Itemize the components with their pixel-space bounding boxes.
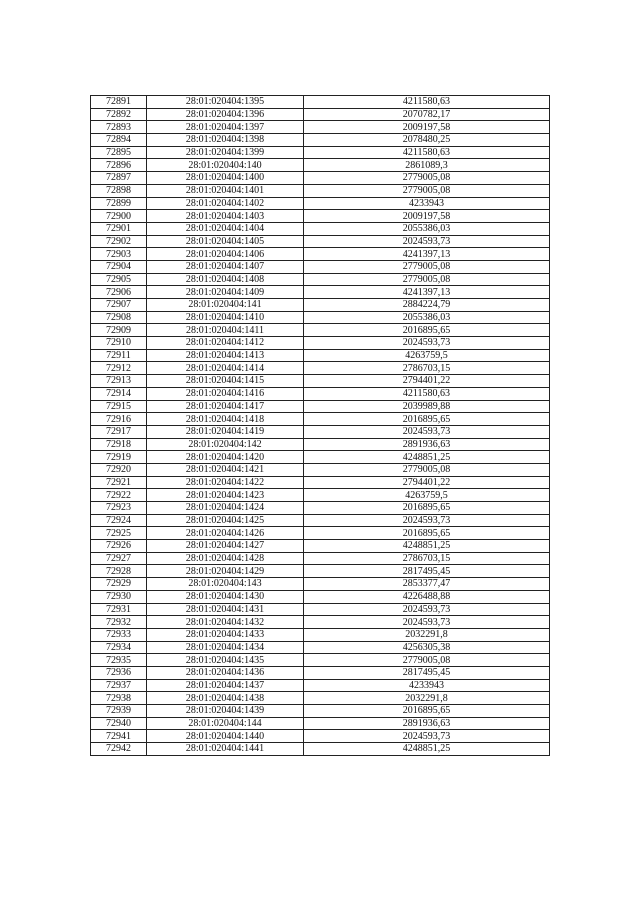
cadastral-number-cell: 28:01:020404:1416 (147, 387, 304, 400)
row-number-cell: 72917 (91, 425, 147, 438)
row-number-cell: 72912 (91, 362, 147, 375)
cadastral-number-cell: 28:01:020404:1395 (147, 96, 304, 109)
cadastral-number-cell: 28:01:020404:1426 (147, 527, 304, 540)
cadastral-number-cell: 28:01:020404:1405 (147, 235, 304, 248)
cadastral-value-cell: 2884224,79 (304, 299, 550, 312)
table-row (91, 134, 550, 147)
table-row (91, 717, 550, 730)
table-row (91, 248, 550, 261)
cadastral-value-cell: 4241397,13 (304, 286, 550, 299)
table-row (91, 578, 550, 591)
row-number-cell: 72936 (91, 666, 147, 679)
table-row (91, 565, 550, 578)
row-number-cell: 72904 (91, 260, 147, 273)
table-row (91, 96, 550, 109)
row-number-cell: 72932 (91, 616, 147, 629)
cadastral-number-cell: 28:01:020404:144 (147, 717, 304, 730)
cadastral-number-cell: 28:01:020404:1434 (147, 641, 304, 654)
row-number-cell: 72938 (91, 692, 147, 705)
row-number-cell: 72914 (91, 387, 147, 400)
cadastral-value-cell: 2078480,25 (304, 134, 550, 147)
row-number-cell: 72933 (91, 628, 147, 641)
row-number-cell: 72911 (91, 349, 147, 362)
table-row (91, 489, 550, 502)
cadastral-value-cell: 2039989,88 (304, 400, 550, 413)
table-row (91, 159, 550, 172)
cadastral-value-cell: 2016895,65 (304, 705, 550, 718)
table-row (91, 692, 550, 705)
table-row (91, 349, 550, 362)
cadastral-value-cell: 2853377,47 (304, 578, 550, 591)
cadastral-number-cell: 28:01:020404:1429 (147, 565, 304, 578)
table-row (91, 654, 550, 667)
row-number-cell: 72924 (91, 514, 147, 527)
cadastral-value-cell: 4211580,63 (304, 387, 550, 400)
table-row (91, 540, 550, 553)
cadastral-value-cell: 4256305,38 (304, 641, 550, 654)
cadastral-value-cell: 4233943 (304, 679, 550, 692)
cadastral-value-table (90, 95, 550, 756)
table-row (91, 603, 550, 616)
cadastral-number-cell: 28:01:020404:1417 (147, 400, 304, 413)
cadastral-value-cell: 2024593,73 (304, 730, 550, 743)
row-number-cell: 72937 (91, 679, 147, 692)
cadastral-value-cell: 4263759,5 (304, 489, 550, 502)
cadastral-number-cell: 28:01:020404:1420 (147, 451, 304, 464)
table-row (91, 616, 550, 629)
table-row (91, 324, 550, 337)
cadastral-number-cell: 28:01:020404:1441 (147, 743, 304, 756)
table-row (91, 337, 550, 350)
row-number-cell: 72921 (91, 476, 147, 489)
cadastral-number-cell: 28:01:020404:143 (147, 578, 304, 591)
cadastral-number-cell: 28:01:020404:1423 (147, 489, 304, 502)
cadastral-number-cell: 28:01:020404:1421 (147, 463, 304, 476)
row-number-cell: 72930 (91, 590, 147, 603)
row-number-cell: 72905 (91, 273, 147, 286)
cadastral-number-cell: 28:01:020404:1428 (147, 552, 304, 565)
row-number-cell: 72931 (91, 603, 147, 616)
row-number-cell: 72925 (91, 527, 147, 540)
cadastral-value-cell: 2779005,08 (304, 273, 550, 286)
table-row (91, 743, 550, 756)
cadastral-number-cell: 28:01:020404:1400 (147, 172, 304, 185)
row-number-cell: 72892 (91, 108, 147, 121)
cadastral-number-cell: 28:01:020404:1424 (147, 502, 304, 515)
cadastral-number-cell: 28:01:020404:1436 (147, 666, 304, 679)
row-number-cell: 72910 (91, 337, 147, 350)
table-row (91, 108, 550, 121)
cadastral-value-cell: 2016895,65 (304, 324, 550, 337)
cadastral-value-cell: 4226488,88 (304, 590, 550, 603)
cadastral-value-cell: 2024593,73 (304, 337, 550, 350)
table-row (91, 552, 550, 565)
row-number-cell: 72926 (91, 540, 147, 553)
table-row (91, 184, 550, 197)
table-row (91, 299, 550, 312)
table-row (91, 273, 550, 286)
table-row (91, 438, 550, 451)
row-number-cell: 72896 (91, 159, 147, 172)
table-row (91, 375, 550, 388)
table-row (91, 146, 550, 159)
cadastral-value-cell: 4248851,25 (304, 451, 550, 464)
table-row (91, 679, 550, 692)
table-row (91, 666, 550, 679)
cadastral-number-cell: 28:01:020404:141 (147, 299, 304, 312)
cadastral-value-cell: 2779005,08 (304, 654, 550, 667)
cadastral-number-cell: 28:01:020404:1433 (147, 628, 304, 641)
cadastral-value-cell: 2016895,65 (304, 413, 550, 426)
cadastral-value-cell: 2786703,15 (304, 552, 550, 565)
cadastral-value-cell: 2817495,45 (304, 565, 550, 578)
cadastral-number-cell: 28:01:020404:1427 (147, 540, 304, 553)
row-number-cell: 72899 (91, 197, 147, 210)
cadastral-value-cell: 2779005,08 (304, 172, 550, 185)
cadastral-number-cell: 28:01:020404:1419 (147, 425, 304, 438)
cadastral-value-cell: 2861089,3 (304, 159, 550, 172)
cadastral-value-cell: 4211580,63 (304, 96, 550, 109)
row-number-cell: 72900 (91, 210, 147, 223)
cadastral-number-cell: 28:01:020404:1407 (147, 260, 304, 273)
table-row (91, 260, 550, 273)
cadastral-number-cell: 28:01:020404:1418 (147, 413, 304, 426)
cadastral-value-cell: 2016895,65 (304, 502, 550, 515)
row-number-cell: 72906 (91, 286, 147, 299)
cadastral-value-cell: 2009197,58 (304, 210, 550, 223)
cadastral-value-cell: 2794401,22 (304, 476, 550, 489)
table-row (91, 210, 550, 223)
cadastral-number-cell: 28:01:020404:1409 (147, 286, 304, 299)
table-row (91, 172, 550, 185)
cadastral-value-cell: 2891936,63 (304, 438, 550, 451)
cadastral-value-cell: 2794401,22 (304, 375, 550, 388)
row-number-cell: 72927 (91, 552, 147, 565)
table-row (91, 121, 550, 134)
cadastral-value-cell: 2055386,03 (304, 222, 550, 235)
cadastral-value-cell: 2779005,08 (304, 260, 550, 273)
table-row (91, 730, 550, 743)
cadastral-number-cell: 28:01:020404:1432 (147, 616, 304, 629)
table-row (91, 387, 550, 400)
cadastral-number-cell: 28:01:020404:1408 (147, 273, 304, 286)
cadastral-value-cell: 2779005,08 (304, 184, 550, 197)
row-number-cell: 72907 (91, 299, 147, 312)
row-number-cell: 72939 (91, 705, 147, 718)
table-row (91, 222, 550, 235)
cadastral-number-cell: 28:01:020404:1410 (147, 311, 304, 324)
table-row (91, 514, 550, 527)
cadastral-value-cell: 2024593,73 (304, 235, 550, 248)
cadastral-number-cell: 28:01:020404:1435 (147, 654, 304, 667)
cadastral-value-cell: 4248851,25 (304, 540, 550, 553)
cadastral-value-cell: 2070782,17 (304, 108, 550, 121)
cadastral-value-cell: 4241397,13 (304, 248, 550, 261)
row-number-cell: 72935 (91, 654, 147, 667)
table-row (91, 362, 550, 375)
row-number-cell: 72929 (91, 578, 147, 591)
cadastral-number-cell: 28:01:020404:140 (147, 159, 304, 172)
row-number-cell: 72902 (91, 235, 147, 248)
cadastral-number-cell: 28:01:020404:1431 (147, 603, 304, 616)
cadastral-value-cell: 2024593,73 (304, 616, 550, 629)
cadastral-number-cell: 28:01:020404:1401 (147, 184, 304, 197)
table-row (91, 502, 550, 515)
cadastral-number-cell: 28:01:020404:1439 (147, 705, 304, 718)
cadastral-number-cell: 28:01:020404:1415 (147, 375, 304, 388)
row-number-cell: 72891 (91, 96, 147, 109)
table-row (91, 527, 550, 540)
table-row (91, 311, 550, 324)
cadastral-value-cell: 2779005,08 (304, 463, 550, 476)
cadastral-number-cell: 28:01:020404:1403 (147, 210, 304, 223)
row-number-cell: 72918 (91, 438, 147, 451)
cadastral-value-cell: 2032291,8 (304, 692, 550, 705)
row-number-cell: 72922 (91, 489, 147, 502)
table-row (91, 590, 550, 603)
cadastral-value-cell: 4248851,25 (304, 743, 550, 756)
cadastral-value-cell: 4233943 (304, 197, 550, 210)
cadastral-value-cell: 2009197,58 (304, 121, 550, 134)
cadastral-value-cell: 2786703,15 (304, 362, 550, 375)
cadastral-value-cell: 2016895,65 (304, 527, 550, 540)
table-row (91, 451, 550, 464)
cadastral-number-cell: 28:01:020404:1411 (147, 324, 304, 337)
cadastral-number-cell: 28:01:020404:1414 (147, 362, 304, 375)
row-number-cell: 72920 (91, 463, 147, 476)
table-row (91, 286, 550, 299)
table-body (91, 96, 550, 756)
cadastral-number-cell: 28:01:020404:1438 (147, 692, 304, 705)
row-number-cell: 72913 (91, 375, 147, 388)
cadastral-number-cell: 28:01:020404:1404 (147, 222, 304, 235)
row-number-cell: 72908 (91, 311, 147, 324)
table-row (91, 705, 550, 718)
row-number-cell: 72923 (91, 502, 147, 515)
table-row (91, 400, 550, 413)
cadastral-number-cell: 28:01:020404:1430 (147, 590, 304, 603)
row-number-cell: 72919 (91, 451, 147, 464)
cadastral-number-cell: 28:01:020404:1437 (147, 679, 304, 692)
cadastral-number-cell: 28:01:020404:1412 (147, 337, 304, 350)
cadastral-value-cell: 2024593,73 (304, 603, 550, 616)
row-number-cell: 72940 (91, 717, 147, 730)
row-number-cell: 72909 (91, 324, 147, 337)
table-row (91, 235, 550, 248)
cadastral-value-cell: 2032291,8 (304, 628, 550, 641)
table-row (91, 641, 550, 654)
row-number-cell: 72915 (91, 400, 147, 413)
row-number-cell: 72941 (91, 730, 147, 743)
row-number-cell: 72934 (91, 641, 147, 654)
table-row (91, 628, 550, 641)
cadastral-value-cell: 2817495,45 (304, 666, 550, 679)
cadastral-number-cell: 28:01:020404:1399 (147, 146, 304, 159)
table-row (91, 197, 550, 210)
cadastral-number-cell: 28:01:020404:1422 (147, 476, 304, 489)
table-row (91, 463, 550, 476)
row-number-cell: 72893 (91, 121, 147, 134)
table-row (91, 413, 550, 426)
cadastral-value-cell: 4211580,63 (304, 146, 550, 159)
table-row (91, 476, 550, 489)
cadastral-value-cell: 4263759,5 (304, 349, 550, 362)
cadastral-number-cell: 28:01:020404:1402 (147, 197, 304, 210)
cadastral-value-cell: 2024593,73 (304, 514, 550, 527)
cadastral-number-cell: 28:01:020404:1440 (147, 730, 304, 743)
row-number-cell: 72897 (91, 172, 147, 185)
cadastral-value-cell: 2024593,73 (304, 425, 550, 438)
cadastral-number-cell: 28:01:020404:1406 (147, 248, 304, 261)
row-number-cell: 72903 (91, 248, 147, 261)
cadastral-number-cell: 28:01:020404:1398 (147, 134, 304, 147)
row-number-cell: 72895 (91, 146, 147, 159)
cadastral-number-cell: 28:01:020404:1425 (147, 514, 304, 527)
cadastral-number-cell: 28:01:020404:1396 (147, 108, 304, 121)
cadastral-number-cell: 28:01:020404:1397 (147, 121, 304, 134)
row-number-cell: 72928 (91, 565, 147, 578)
row-number-cell: 72942 (91, 743, 147, 756)
row-number-cell: 72916 (91, 413, 147, 426)
cadastral-number-cell: 28:01:020404:1413 (147, 349, 304, 362)
row-number-cell: 72894 (91, 134, 147, 147)
row-number-cell: 72898 (91, 184, 147, 197)
cadastral-value-cell: 2891936,63 (304, 717, 550, 730)
cadastral-number-cell: 28:01:020404:142 (147, 438, 304, 451)
row-number-cell: 72901 (91, 222, 147, 235)
cadastral-value-cell: 2055386,03 (304, 311, 550, 324)
table-row (91, 425, 550, 438)
